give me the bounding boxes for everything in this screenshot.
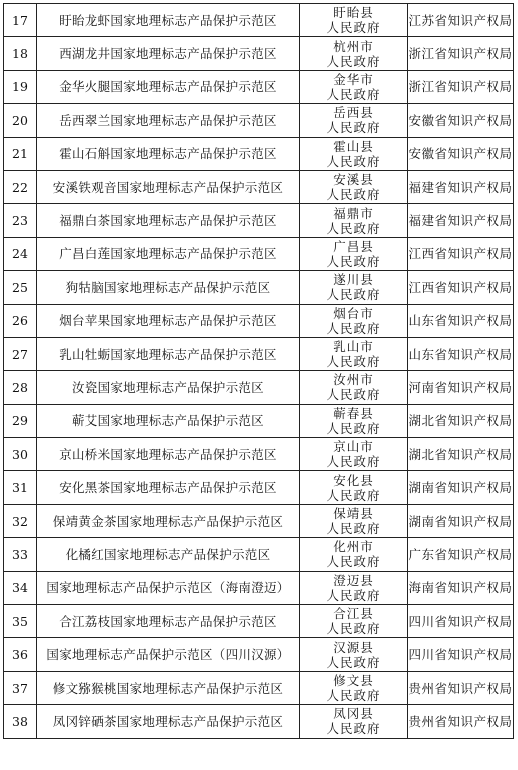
government-cell — [300, 705, 408, 738]
table-row — [4, 104, 514, 137]
government-suffix: 人民政府 — [326, 153, 381, 169]
ip-bureau: 四川省知识产权局 — [408, 605, 514, 638]
government-cell — [300, 438, 408, 471]
row-number: 24 — [4, 237, 37, 270]
ip-bureau: 福建省知识产权局 — [408, 204, 514, 237]
zone-name: 安溪铁观音国家地理标志产品保护示范区 — [37, 170, 300, 203]
table-row — [4, 438, 514, 471]
row-number: 32 — [4, 504, 37, 537]
ip-bureau: 贵州省知识产权局 — [408, 671, 514, 704]
government-cell — [300, 471, 408, 504]
government-locality: 安化县 — [333, 472, 374, 488]
government-locality: 修文县 — [333, 673, 374, 688]
row-number: 36 — [4, 638, 37, 671]
row-number: 34 — [4, 571, 37, 604]
ip-bureau: 山东省知识产权局 — [408, 337, 514, 370]
government-locality: 霍山县 — [333, 138, 374, 154]
table-row — [4, 671, 514, 704]
government-locality: 金华市 — [333, 71, 374, 87]
zone-name: 化橘红国家地理标志产品保护示范区 — [37, 538, 300, 571]
zone-name: 乳山牡蛎国家地理标志产品保护示范区 — [37, 337, 300, 370]
row-number: 17 — [4, 4, 37, 37]
table-row — [4, 504, 514, 537]
government-cell — [300, 638, 408, 671]
table-row — [4, 337, 514, 370]
ip-bureau: 河南省知识产权局 — [408, 371, 514, 404]
zone-name: 京山桥米国家地理标志产品保护示范区 — [37, 438, 300, 471]
row-number: 28 — [4, 371, 37, 404]
government-cell — [300, 671, 408, 704]
row-number: 19 — [4, 70, 37, 103]
ip-bureau: 福建省知识产权局 — [408, 170, 514, 203]
zone-name: 烟台苹果国家地理标志产品保护示范区 — [37, 304, 300, 337]
table-row — [4, 605, 514, 638]
table-row — [4, 137, 514, 170]
ip-bureau: 浙江省知识产权局 — [408, 70, 514, 103]
government-suffix: 人民政府 — [326, 220, 381, 236]
table-row — [4, 237, 514, 270]
zone-name: 霍山石斛国家地理标志产品保护示范区 — [37, 137, 300, 170]
row-number: 30 — [4, 438, 37, 471]
government-cell — [300, 4, 408, 37]
table-row — [4, 204, 514, 237]
row-number: 22 — [4, 170, 37, 203]
row-number: 20 — [4, 104, 37, 137]
ip-bureau: 湖南省知识产权局 — [408, 504, 514, 537]
government-cell — [300, 538, 408, 571]
ip-bureau: 湖北省知识产权局 — [408, 404, 514, 437]
ip-bureau: 江西省知识产权局 — [408, 237, 514, 270]
government-locality: 化州市 — [333, 539, 374, 555]
demonstration-zone-table — [3, 3, 514, 739]
row-number: 25 — [4, 271, 37, 304]
ip-bureau: 广东省知识产权局 — [408, 538, 514, 571]
government-suffix: 人民政府 — [326, 320, 381, 336]
ip-bureau: 湖南省知识产权局 — [408, 471, 514, 504]
government-suffix: 人民政府 — [326, 521, 381, 537]
government-cell — [300, 605, 408, 638]
zone-name: 蕲艾国家地理标志产品保护示范区 — [37, 404, 300, 437]
ip-bureau: 安徽省知识产权局 — [408, 104, 514, 137]
zone-name: 广昌白莲国家地理标志产品保护示范区 — [37, 237, 300, 270]
government-cell — [300, 271, 408, 304]
row-number: 18 — [4, 37, 37, 70]
zone-name: 盱眙龙虾国家地理标志产品保护示范区 — [37, 4, 300, 37]
zone-name: 福鼎白茶国家地理标志产品保护示范区 — [37, 204, 300, 237]
row-number: 35 — [4, 605, 37, 638]
row-number: 37 — [4, 671, 37, 704]
government-locality: 广昌县 — [333, 238, 374, 254]
government-cell — [300, 170, 408, 203]
row-number: 33 — [4, 538, 37, 571]
zone-name: 汝瓷国家地理标志产品保护示范区 — [37, 371, 300, 404]
government-suffix: 人民政府 — [326, 387, 381, 403]
row-number: 38 — [4, 705, 37, 738]
row-number: 21 — [4, 137, 37, 170]
ip-bureau: 浙江省知识产权局 — [408, 37, 514, 70]
government-suffix: 人民政府 — [326, 587, 381, 603]
government-suffix: 人民政府 — [326, 187, 381, 203]
table-row — [4, 170, 514, 203]
table-row — [4, 705, 514, 738]
table-row — [4, 271, 514, 304]
government-cell — [300, 304, 408, 337]
zone-name: 凤冈锌硒茶国家地理标志产品保护示范区 — [37, 705, 300, 738]
table-row — [4, 571, 514, 604]
table-row — [4, 70, 514, 103]
ip-bureau: 山东省知识产权局 — [408, 304, 514, 337]
government-suffix: 人民政府 — [326, 554, 381, 570]
government-cell — [300, 204, 408, 237]
table-body — [4, 4, 514, 739]
government-suffix: 人民政府 — [326, 454, 381, 470]
government-cell — [300, 37, 408, 70]
ip-bureau: 四川省知识产权局 — [408, 638, 514, 671]
government-locality: 乳山市 — [333, 339, 374, 355]
zone-name: 国家地理标志产品保护示范区（海南澄迈） — [37, 571, 300, 604]
government-suffix: 人民政府 — [326, 654, 381, 670]
table-row — [4, 471, 514, 504]
government-suffix: 人民政府 — [326, 287, 381, 303]
table-row — [4, 404, 514, 437]
government-cell — [300, 137, 408, 170]
government-suffix: 人民政府 — [326, 86, 381, 102]
government-locality: 岳西县 — [333, 105, 374, 121]
ip-bureau: 江苏省知识产权局 — [408, 4, 514, 37]
zone-name: 金华火腿国家地理标志产品保护示范区 — [37, 70, 300, 103]
government-suffix: 人民政府 — [326, 120, 381, 136]
government-cell — [300, 404, 408, 437]
ip-bureau: 安徽省知识产权局 — [408, 137, 514, 170]
government-cell — [300, 337, 408, 370]
government-locality: 盱眙县 — [333, 5, 374, 21]
zone-name: 狗牯脑国家地理标志产品保护示范区 — [37, 271, 300, 304]
government-locality: 蕲春县 — [333, 405, 374, 421]
row-number: 29 — [4, 404, 37, 437]
government-cell — [300, 104, 408, 137]
government-locality: 汉源县 — [333, 639, 374, 655]
zone-name: 西湖龙井国家地理标志产品保护示范区 — [37, 37, 300, 70]
government-locality: 京山市 — [333, 439, 374, 455]
ip-bureau: 海南省知识产权局 — [408, 571, 514, 604]
government-suffix: 人民政府 — [326, 688, 381, 703]
ip-bureau: 贵州省知识产权局 — [408, 705, 514, 738]
government-locality: 安溪县 — [333, 172, 374, 188]
zone-name: 修文猕猴桃国家地理标志产品保护示范区 — [37, 671, 300, 704]
government-locality: 汝州市 — [333, 372, 374, 388]
government-locality: 福鼎市 — [333, 205, 374, 221]
table-row — [4, 37, 514, 70]
zone-name: 合江荔枝国家地理标志产品保护示范区 — [37, 605, 300, 638]
ip-bureau: 湖北省知识产权局 — [408, 438, 514, 471]
government-locality: 凤冈县 — [333, 706, 374, 722]
zone-name: 国家地理标志产品保护示范区（四川汉源） — [37, 638, 300, 671]
zone-name: 安化黑茶国家地理标志产品保护示范区 — [37, 471, 300, 504]
government-suffix: 人民政府 — [326, 487, 381, 503]
table-row — [4, 638, 514, 671]
row-number: 23 — [4, 204, 37, 237]
government-cell — [300, 371, 408, 404]
government-suffix: 人民政府 — [326, 354, 381, 370]
table-row — [4, 304, 514, 337]
government-locality: 杭州市 — [333, 38, 374, 54]
government-locality: 烟台市 — [333, 305, 374, 321]
government-suffix: 人民政府 — [326, 721, 381, 737]
zone-name: 岳西翠兰国家地理标志产品保护示范区 — [37, 104, 300, 137]
government-cell — [300, 70, 408, 103]
government-cell — [300, 571, 408, 604]
zone-name: 保靖黄金茶国家地理标志产品保护示范区 — [37, 504, 300, 537]
government-locality: 保靖县 — [333, 506, 374, 522]
row-number: 27 — [4, 337, 37, 370]
row-number: 26 — [4, 304, 37, 337]
government-locality: 合江县 — [333, 606, 374, 622]
government-suffix: 人民政府 — [326, 253, 381, 269]
table-row — [4, 371, 514, 404]
government-suffix: 人民政府 — [326, 53, 381, 69]
government-locality: 遂川县 — [333, 272, 374, 288]
ip-bureau: 江西省知识产权局 — [408, 271, 514, 304]
government-suffix: 人民政府 — [326, 420, 381, 436]
government-cell — [300, 237, 408, 270]
row-number: 31 — [4, 471, 37, 504]
government-suffix: 人民政府 — [326, 621, 381, 637]
table-row — [4, 4, 514, 37]
government-suffix: 人民政府 — [326, 20, 381, 36]
government-locality: 澄迈县 — [333, 572, 374, 588]
table-row — [4, 538, 514, 571]
government-cell — [300, 504, 408, 537]
